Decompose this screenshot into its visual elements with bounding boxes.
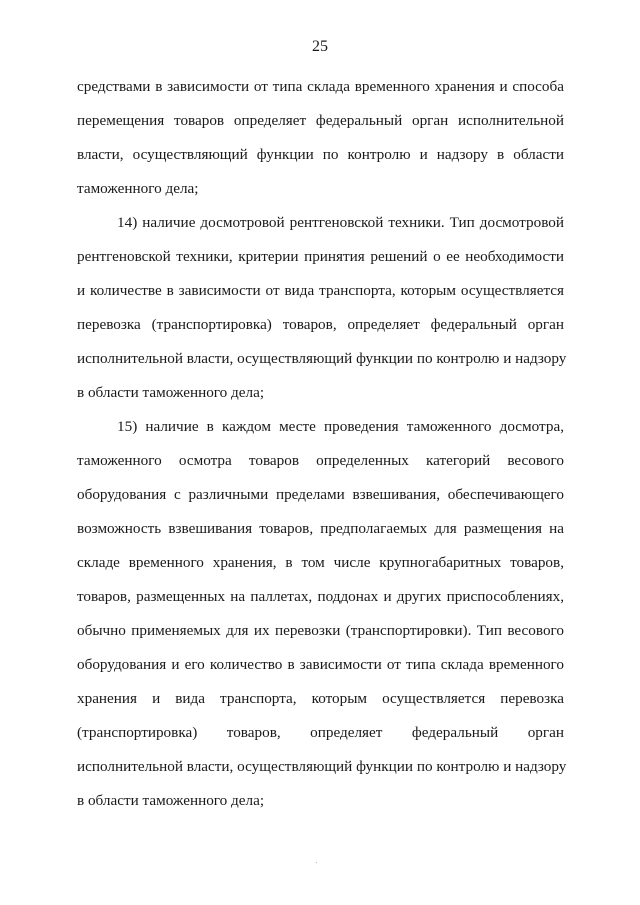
document-body	[77, 74, 567, 822]
text-line: рентгеновской техники, критерии принятия решений о ее необходимости	[77, 248, 564, 265]
page-number: 25	[312, 38, 328, 55]
text-line: и количестве в зависимости от вида транспорта, которым осуществляется	[77, 282, 564, 299]
text-line: в области таможенного дела;	[77, 384, 265, 401]
text-line: оборудования и его количество в зависимости от типа склада временного	[77, 656, 564, 673]
text-line: обычно применяемых для их перевозки (транспортировки). Тип весового	[77, 622, 564, 639]
text-line: средствами в зависимости от типа склада временного хранения и способа	[77, 78, 564, 95]
text-line: 14) наличие досмотровой рентгеновской техники. Тип досмотровой	[117, 214, 564, 231]
text-line: складе временного хранения, в том числе крупногабаритных товаров,	[77, 554, 564, 571]
text-line: оборудования с различными пределами взвешивания, обеспечивающего	[77, 486, 564, 503]
text-line: исполнительной власти, осуществляющий функции по контролю и надзору	[77, 758, 567, 775]
text-line: в области таможенного дела;	[77, 792, 265, 809]
scan-speck	[316, 862, 317, 863]
text-line: власти, осуществляющий функции по контролю и надзору в области	[77, 146, 564, 163]
text-line: исполнительной власти, осуществляющий функции по контролю и надзору	[77, 350, 567, 367]
text-line: таможенного осмотра товаров определенных категорий весового	[77, 452, 564, 469]
paragraph-item-14	[77, 210, 567, 414]
text-line: 15) наличие в каждом месте проведения таможенного досмотра,	[117, 418, 564, 435]
paragraph-item-15	[77, 414, 567, 822]
text-line: перемещения товаров определяет федеральный орган исполнительной	[77, 112, 564, 129]
text-line: товаров, размещенных на паллетах, поддонах и других приспособлениях,	[77, 588, 564, 605]
paragraph-continuation	[77, 74, 564, 210]
text-line: перевозка (транспортировка) товаров, определяет федеральный орган	[77, 316, 564, 333]
text-line: возможность взвешивания товаров, предполагаемых для размещения на	[77, 520, 564, 537]
text-line: таможенного дела;	[77, 180, 199, 197]
text-line: хранения и вида транспорта, которым осуществляется перевозка	[77, 690, 564, 707]
text-line: (транспортировка) товаров, определяет федеральный орган	[77, 724, 564, 741]
